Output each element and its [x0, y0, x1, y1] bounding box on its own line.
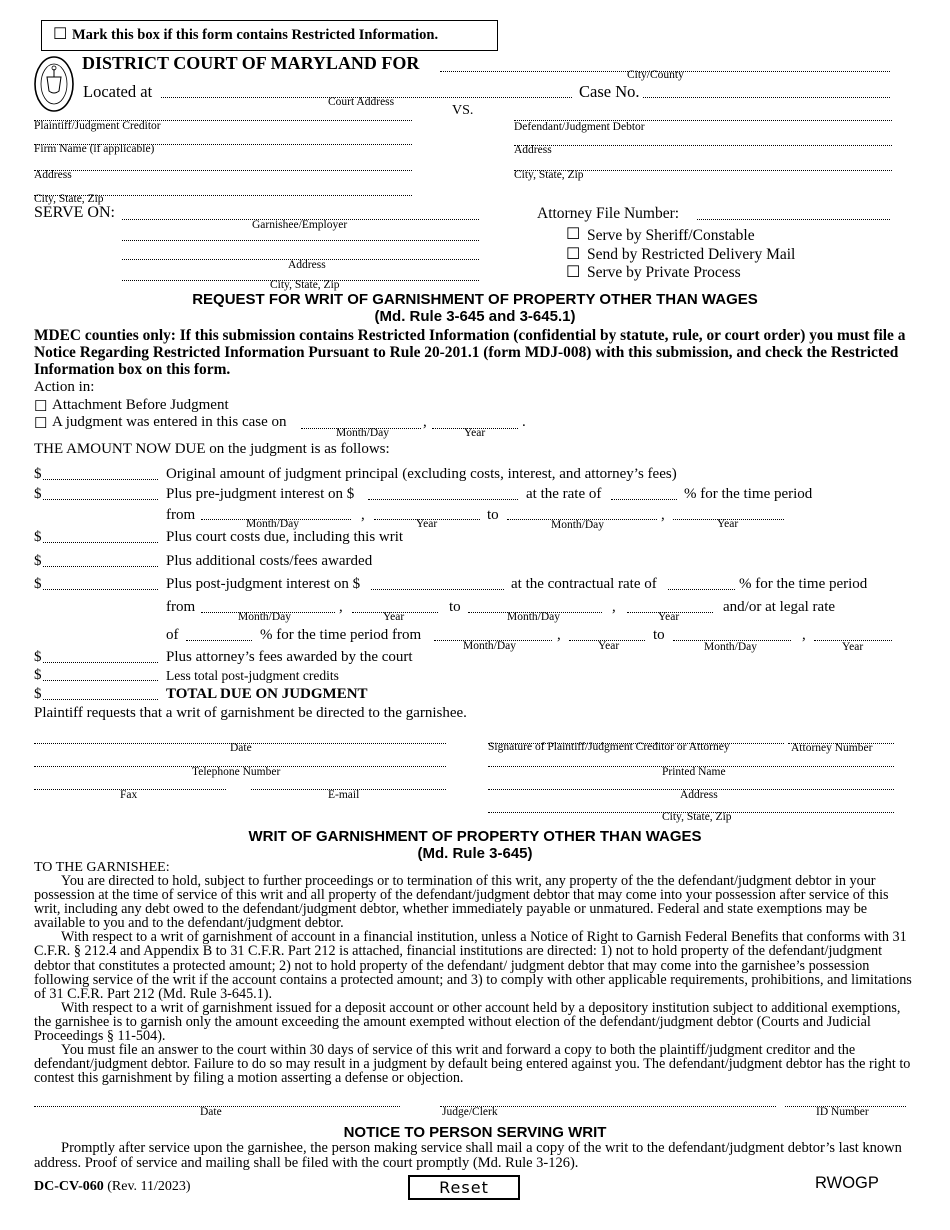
- post-to-year-caption: Year: [658, 611, 680, 623]
- prejudgment-principal-field[interactable]: [368, 499, 518, 500]
- request-title: REQUEST FOR WRIT OF GARNISHMENT OF PROPERTY OTHER THAN WAGES: [192, 291, 758, 308]
- legal-to-year-caption: Year: [842, 641, 864, 653]
- signer-csz-caption: City, State, Zip: [662, 811, 732, 823]
- private-process-checkbox[interactable]: ☐: [566, 264, 581, 281]
- comma: ,: [802, 627, 806, 643]
- additional-costs-field[interactable]: [43, 566, 158, 567]
- form-number: DC-CV-060: [34, 1179, 104, 1194]
- plaintiff-csz-caption: City, State, Zip: [34, 193, 104, 205]
- postjudgment-principal-field[interactable]: [371, 589, 504, 590]
- credits-field[interactable]: [43, 680, 158, 681]
- pct-period-label: % for the time period: [739, 576, 868, 592]
- notice-text: Promptly after service upon the garnishee, the person making service shall mail a copy of the writ to the defendant/judgment debtor’s last known address. Proof of service and mailing shall be filed with the court promptly (Md. Rule 3-126).: [34, 1140, 902, 1171]
- printed-name-caption: Printed Name: [662, 766, 726, 778]
- attachment-label: Attachment Before Judgment: [52, 397, 229, 413]
- case-no-label: Case No.: [579, 82, 640, 101]
- court-costs-field[interactable]: [43, 542, 158, 543]
- legal-rate-field[interactable]: [186, 640, 252, 641]
- legal-to-monthday-caption: Month/Day: [704, 641, 758, 653]
- original-amount-label: Original amount of judgment principal (excluding costs, interest, and attorney’s fees): [166, 466, 677, 482]
- defendant-address-caption: Address: [514, 144, 552, 156]
- dollar-sign: $: [34, 466, 42, 482]
- firm-name-caption: Firm Name (if applicable): [34, 143, 155, 155]
- court-seal-icon: [33, 55, 75, 113]
- prejudgment-rate-field[interactable]: [611, 499, 677, 500]
- defendant-address-field[interactable]: [514, 145, 892, 146]
- mdec-notice: MDEC counties only: If this submission contains Restricted Information (confidential by statute, rule, or court order) you must file a Notice Regarding Restricted Information Pursuant to Rule 20-201.1 (form MDJ-008) with this submission, and check the Restricted Information box on this form.: [34, 327, 906, 378]
- request-subtitle: (Md. Rule 3-645 and 3-645.1): [374, 308, 576, 325]
- postjudgment-label: Plus post-judgment interest on $: [166, 576, 361, 592]
- vs-label: VS.: [452, 103, 474, 118]
- writ-paragraph-1: You are directed to hold, subject to further proceedings or to termination of this writ, any property of the the defendant/judgment debtor in your possession at the time of service of this writ and all property of the defendant/judgment debtor that may come into your possession after service of this writ, including any debt owed to the defendant/judgment debtor, whether immediately payable or unmatured. Federal and state exemptions may be available to you and to the defendant/judgment debtor.: [34, 873, 889, 932]
- case-no-field[interactable]: [643, 97, 890, 98]
- id-number-caption: ID Number: [816, 1106, 869, 1118]
- from-label: from: [166, 507, 196, 523]
- dollar-sign: $: [34, 649, 42, 665]
- dollar-sign: $: [34, 667, 42, 683]
- original-amount-field[interactable]: [43, 479, 158, 480]
- writ-paragraph-4: You must file an answer to the court within 30 days of service of this writ and forward a copy to both the plaintiff/judgment creditor and the defendant/judgment debtor. Failure to do so may result in a judgment by default being entered against you. The defendant/judgment debtor has the right to contest this garnishment by filing a motion asserting a defense or objection.: [34, 1042, 911, 1087]
- writ-date-caption: Date: [200, 1106, 222, 1118]
- signer-address-caption: Address: [680, 789, 718, 801]
- judge-clerk-caption: Judge/Clerk: [442, 1106, 498, 1118]
- pre-from-monthday-caption: Month/Day: [246, 518, 300, 530]
- comma: ,: [661, 507, 665, 523]
- contractual-rate-label: at the contractual rate of: [511, 576, 657, 592]
- attorney-file-label: Attorney File Number:: [537, 205, 680, 222]
- located-at-label: Located at: [83, 82, 153, 101]
- attorney-fees-label: Plus attorney’s fees awarded by the court: [166, 649, 413, 665]
- signature-caption: Signature of Plaintiff/Judgment Creditor or Attorney: [488, 741, 730, 753]
- judgment-entered-checkbox[interactable]: ☐: [34, 416, 48, 432]
- defendant-csz-caption: City, State, Zip: [514, 169, 584, 181]
- dollar-sign: $: [34, 486, 42, 502]
- comma: ,: [361, 507, 365, 523]
- total-label: TOTAL DUE ON JUDGMENT: [166, 686, 368, 702]
- prejudgment-label: Plus pre-judgment interest on $: [166, 486, 355, 502]
- fax-caption: Fax: [120, 789, 138, 801]
- action-in-label: Action in:: [34, 379, 95, 395]
- writ-paragraph-2: With respect to a writ of garnishment of account in a financial institution, unless a Notice of Right to Garnish Federal Benefits that conforms with 31 C.F.R. § 212.4 and Appendix B to 31 C.F.R. Part 212 is attached, financial institutions are directed: 1) not to hold property of the defendant/judgment debtor that constitutes a protected amount; 2) not to hold property of the defendant/ judgment debtor that may come into the garnishee’s possession following service of the writ if the account contains a protected amount; and 3) to comply with other applicable requirements, prohibitions, and limitations of 31 C.F.R. Part 212 (Md. Rule 3-645.1).: [34, 929, 912, 1002]
- writ-title: WRIT OF GARNISHMENT OF PROPERTY OTHER THAN WAGES: [248, 828, 702, 845]
- dollar-sign: $: [34, 686, 42, 702]
- email-caption: E-mail: [328, 789, 360, 801]
- at-rate-label: at the rate of: [526, 486, 602, 502]
- judgment-period: .: [522, 414, 526, 430]
- plaintiff-address-field[interactable]: [34, 170, 412, 171]
- less-credits-label: Less total post-judgment credits: [166, 668, 339, 683]
- dollar-sign: $: [34, 553, 42, 569]
- judgment-year-caption: Year: [464, 427, 486, 439]
- notice-title: NOTICE TO PERSON SERVING WRIT: [343, 1124, 607, 1141]
- pre-from-year-caption: Year: [416, 518, 438, 530]
- pre-to-monthday-caption: Month/Day: [551, 519, 605, 531]
- writ-paragraph-3: With respect to a writ of garnishment issued for a deposit account or other account held by a depository institution subject to additional exemptions, the garnishee is to garnish only the amount exceeding the amount exempted without election of the defendant/judgment debtor (Courts and Judicial Proceedings § 11-504).: [34, 999, 901, 1045]
- court-address-caption: Court Address: [328, 96, 395, 108]
- comma: ,: [557, 627, 561, 643]
- form-id: [34, 1179, 191, 1195]
- city-county-caption: City/County: [627, 69, 684, 81]
- form-revision: (Rev. 11/2023): [107, 1179, 191, 1194]
- serve-on-label: SERVE ON:: [34, 204, 115, 221]
- serve-option-mail: Send by Restricted Delivery Mail: [587, 246, 796, 263]
- judgment-comma: ,: [423, 414, 427, 430]
- additional-costs-label: Plus additional costs/fees awarded: [166, 553, 373, 569]
- to-label: to: [653, 627, 665, 643]
- restricted-info-label: Mark this box if this form contains Restricted Information.: [72, 27, 439, 43]
- plaintiff-address-caption: Address: [34, 169, 72, 181]
- post-from-year-caption: Year: [383, 611, 405, 623]
- prejudgment-amount-field[interactable]: [43, 499, 158, 500]
- legal-from-monthday-caption: Month/Day: [463, 640, 517, 652]
- sheriff-checkbox[interactable]: ☐: [566, 226, 581, 243]
- request-date-caption: Date: [230, 742, 252, 754]
- form-code: RWOGP: [815, 1174, 879, 1192]
- judgment-entered-label: A judgment was entered in this case on: [52, 414, 287, 430]
- court-title: DISTRICT COURT OF MARYLAND FOR: [82, 53, 420, 73]
- post-to-monthday-caption: Month/Day: [507, 611, 561, 623]
- writ-body: [34, 874, 914, 1085]
- pct-from-label: % for the time period from: [260, 627, 422, 643]
- post-from-monthday-caption: Month/Day: [238, 611, 292, 623]
- request-statement: Plaintiff requests that a writ of garnishment be directed to the garnishee.: [34, 705, 467, 721]
- attorney-number-caption: Attorney Number: [791, 742, 873, 754]
- amount-due-label: THE AMOUNT NOW DUE on the judgment is as follows:: [34, 441, 390, 457]
- attorney-file-field[interactable]: [697, 219, 890, 220]
- telephone-caption: Telephone Number: [192, 766, 281, 778]
- from-label: from: [166, 599, 196, 615]
- comma: ,: [612, 599, 616, 615]
- writ-subtitle: (Md. Rule 3-645): [417, 845, 533, 862]
- pct-period-label: % for the time period: [684, 486, 813, 502]
- attachment-checkbox[interactable]: ☐: [34, 399, 48, 415]
- to-garnishee-label: TO THE GARNISHEE:: [34, 860, 170, 875]
- legal-rate-label: and/or at legal rate: [723, 599, 836, 615]
- serve-option-private: Serve by Private Process: [587, 264, 741, 281]
- of-label: of: [166, 627, 179, 643]
- notice-text-wrap: [34, 1141, 914, 1171]
- mail-checkbox[interactable]: ☐: [566, 246, 581, 263]
- dollar-sign: $: [34, 529, 42, 545]
- to-label: to: [487, 507, 499, 523]
- dollar-sign: $: [34, 576, 42, 592]
- defendant-caption: Defendant/Judgment Debtor: [514, 121, 645, 133]
- judgment-monthday-caption: Month/Day: [336, 427, 390, 439]
- to-label: to: [449, 599, 461, 615]
- comma: ,: [339, 599, 343, 615]
- total-field[interactable]: [43, 699, 158, 700]
- garnishee-address-caption: Address: [288, 259, 326, 271]
- contractual-rate-field[interactable]: [668, 589, 735, 590]
- court-costs-label: Plus court costs due, including this writ: [166, 529, 404, 545]
- garnishee-line2-field[interactable]: [122, 240, 479, 241]
- plaintiff-caption: Plaintiff/Judgment Creditor: [34, 120, 161, 132]
- serve-option-sheriff: Serve by Sheriff/Constable: [587, 227, 755, 244]
- garnishee-caption: Garnishee/Employer: [252, 219, 348, 231]
- restricted-info-checkbox[interactable]: ☐: [53, 26, 68, 43]
- garnishee-csz-caption: City, State, Zip: [270, 279, 340, 291]
- postjudgment-amount-field[interactable]: [43, 589, 158, 590]
- legal-from-year-caption: Year: [598, 640, 620, 652]
- reset-button[interactable]: Reset: [408, 1175, 520, 1200]
- pre-to-year-caption: Year: [717, 518, 739, 530]
- attorney-fees-field[interactable]: [43, 662, 158, 663]
